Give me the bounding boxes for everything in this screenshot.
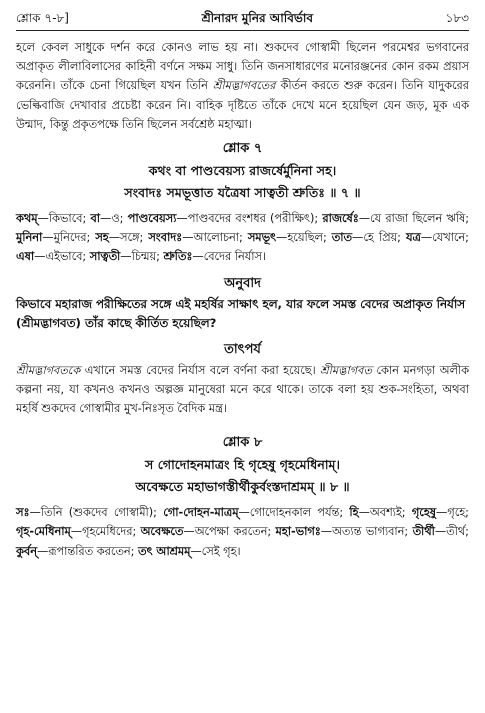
purport-heading: তাৎপর্য: [224, 341, 261, 357]
page-header: [16, 0, 469, 31]
intro-italic: শ্রীমদ্ভাগবতের: [212, 79, 276, 93]
verse7-title: শ্লোক ৭: [222, 141, 263, 157]
page-number: ১৮৩: [445, 11, 469, 25]
synonym-meaning: অবশ্যই;: [369, 506, 412, 520]
synonym-word: হি: [349, 506, 359, 520]
synonym-meaning: রূপান্তরিত করতেন;: [48, 544, 138, 558]
synonym-word: কুর্বন্: [16, 544, 37, 558]
synonym-meaning: হয়েছিল;: [287, 231, 332, 245]
synonym-meaning: মুনিদের;: [53, 231, 96, 245]
synonym-word: শ্রুতিঃ: [163, 250, 193, 264]
synonym-word: মহা-ভাগঃ: [275, 525, 321, 539]
synonym-word: যত্র: [406, 231, 421, 245]
synonym-meaning: যে রাজা ছিলেন ঋষি;: [370, 212, 469, 226]
synonym-word: পাণ্ডবেয়স্য: [127, 212, 177, 226]
translation-text: কিভাবে মহারাজ পরীক্ষিতের সঙ্গে এই মহর্ষির সাক্ষাৎ হল, যার ফলে সমস্ত বেদের অপ্রাকৃত নির্যাস (শ্রীমদ্ভাগবত) তাঁর কাছে কীর্তিত হয়েছিল?: [16, 296, 466, 330]
synonym-meaning: গৃহে;: [447, 506, 469, 520]
synonym-meaning: আলোচনা;: [193, 231, 248, 245]
synonym-meaning: সঙ্গে;: [120, 231, 149, 245]
synonym-word: তাত: [331, 231, 353, 245]
verse7-synonyms: কথম্—কিভাবে; বা—ও; পাণ্ডবেয়স্য—পাণ্ডবদের বংশধর (পরীক্ষিৎ); রাজর্ষেঃ—যে রাজা ছিলেন ঋষি; মুনিনা—মুনিদের; সহ—সঙ্গে; সংবাদঃ—আলোচনা; সমভূৎ—হয়েছিল; তাত—হে প্রিয়; যত্র—যেখানে; এষা—এইভাবে; সাত্বতী—চিন্ময়; শ্রুতিঃ—বেদের নির্যাস।: [16, 212, 469, 264]
synonym-word: এষা: [16, 250, 35, 264]
synonym-word: গৃহেষু: [411, 506, 436, 520]
synonym-meaning: কিভাবে;: [48, 212, 91, 226]
purport-italic-1: শ্রীমদ্ভাগবতকে: [16, 363, 81, 377]
synonym-word: তীর্থী: [412, 525, 435, 539]
synonym-meaning: যেখানে;: [432, 231, 469, 245]
synonym-word: তৎ আশ্রমম্: [137, 544, 191, 558]
synonym-word: সমভূৎ: [247, 231, 277, 245]
synonym-meaning: অপেক্ষা করতেন;: [194, 525, 276, 539]
purport-italic-2: শ্রীমদ্ভাগবত: [320, 363, 372, 377]
synonym-meaning: হে প্রিয়;: [363, 231, 406, 245]
synonym-word: গৃহ-মেধিনাম্: [16, 525, 71, 539]
synonym-meaning: গৃহমেধিদের;: [82, 525, 141, 539]
synonym-word: মুনিনা: [16, 231, 43, 245]
synonym-word: সাত্বতী: [89, 250, 121, 264]
purport-paragraph: [16, 361, 469, 419]
verse8-synonyms: সঃ—তিনি (শুকদেব গোস্বামী); গো-দোহন-মাত্রম্—গোদোহনকাল পর্যন্ত; হি—অবশ্যই; গৃহেষু—গৃহে; গৃহ-মেধিনাম্—গৃহমেধিদের; অবেক্ষতে—অপেক্ষা করতেন; মহা-ভাগঃ—অত্যন্ত ভাগ্যবান; তীর্থী—তীর্থ; কুর্বন্—রূপান্তরিত করতেন; তৎ আশ্রমম্—সেই গৃহ।: [16, 506, 469, 558]
synonym-word: অবেক্ষতে: [140, 525, 184, 539]
synonym-meaning: অত্যন্ত ভাগ্যবান;: [332, 525, 413, 539]
synonym-meaning: ও;: [111, 212, 128, 226]
intro-text-1: হলে কেবল সাধুকে দর্শন করে কোনও লাভ হয় না। শুকদেব গোস্বামী ছিলেন পরমেশ্বর ভগবানের অপ্রাকৃত লীলাবিলাসের কাহিনী বর্ণনে সক্ষম সাধু। তিনি জনসাধারণের মনোরঞ্জনের কোন রকম প্রয়াস করেননি। তাঁকে চেনা গিয়েছিল যখন তিনি: [16, 41, 469, 93]
chapter-title: শ্রীনারদ মুনির আবির্ভাব: [201, 11, 314, 25]
verse8-title: শ্লোক ৮: [222, 435, 263, 451]
purport-text-2: কোন মনগড়া অলীক কল্পনা নয়, যা কখনও কখনও অল্পজ্ঞ মানুষেরা মনে করে থাকে। তাকে বলা হয় শুক-সংহিতা, অথবা মহর্ষি শুকদেব গোস্বামীর মুখ-নিঃসৃত বৈদিক মন্ত্র।: [16, 363, 469, 416]
synonym-word: কথম্: [16, 212, 38, 226]
synonym-word: সঃ: [16, 506, 30, 520]
synonym-word: গো-দোহন-মাত্রম্: [163, 506, 239, 520]
synonym-word: সংবাদঃ: [148, 231, 183, 245]
synonym-meaning: তীর্থ;: [446, 525, 469, 539]
synonym-meaning: গোদোহনকাল পর্যন্ত;: [249, 506, 350, 520]
verse8-line1: স গোদোহনমাত্রং হি গৃহেষু গৃহমেধিনাম্।: [145, 457, 340, 473]
synonym-word: রাজর্ষেঃ: [322, 212, 359, 226]
synonym-meaning: পাণ্ডবদের বংশধর (পরীক্ষিৎ);: [187, 212, 323, 226]
translation-heading: অনুবাদ: [224, 275, 261, 291]
verse8-line2: অবেক্ষতে মহাভাগস্তীর্থীকুর্বংস্তদাশ্রমম্ ॥ ৮ ॥: [135, 479, 350, 495]
synonym-meaning: চিন্ময়;: [131, 250, 164, 264]
intro-paragraph: [16, 38, 469, 134]
synonym-meaning: বেদের নির্যাস।: [203, 250, 267, 264]
verse-range-label: শ্লোক ৭-৮]: [16, 11, 69, 25]
synonym-meaning: এইভাবে;: [45, 250, 90, 264]
synonym-meaning: সেই গৃহ।: [201, 544, 241, 558]
synonym-word: বা: [90, 212, 101, 226]
verse7-line2: সংবাদঃ সমভূত্তাত যত্রৈষা সাত্বতী শ্রুতিঃ ॥ ৭ ॥: [124, 185, 361, 201]
verse7-line1: কথং বা পাণ্ডবেয়স্য রাজর্ষের্মুনিনা সহ।: [148, 163, 337, 179]
synonym-meaning: তিনি (শুকদেব গোস্বামী);: [40, 506, 164, 520]
synonym-word: সহ: [95, 231, 109, 245]
intro-text-2: কীর্তন করতে শুরু করেন। তিনি যাদুকরের ভেল্কিবাজি দেখাবার প্রচেষ্টা করেন নি। বাহিক দৃষ্টিতে তাঁকে দেখে মনে হয়েছিল যেন জড়, মূক এক উন্মাদ, কিন্তু প্রকৃতপক্ষে তিনি ছিলেন সর্বশ্রেষ্ঠ মহাত্মা।: [16, 79, 469, 131]
purport-text-1: এখানে সমস্ত বেদের নির্যাস বলে বর্ণনা করা হয়েছে।: [80, 363, 321, 377]
